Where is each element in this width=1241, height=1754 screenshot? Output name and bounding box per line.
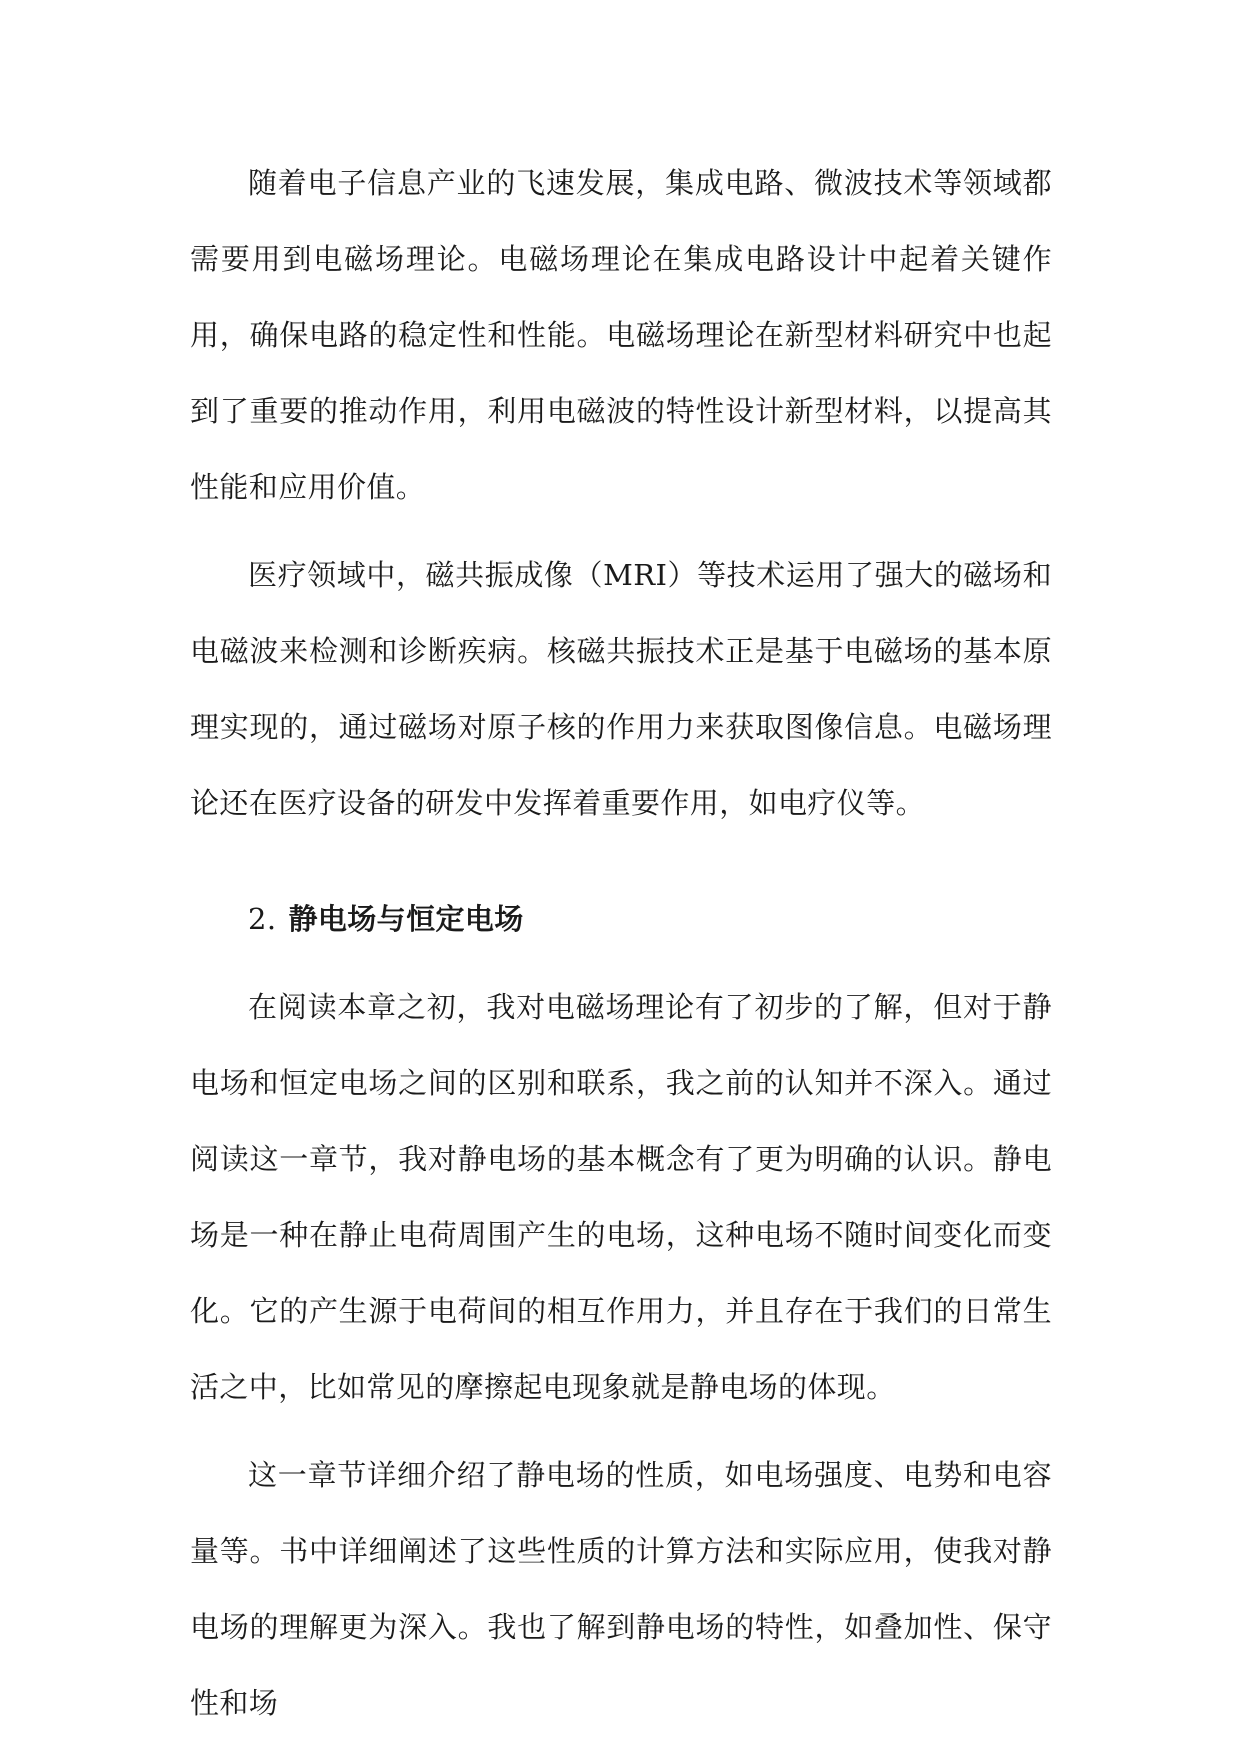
document-page <box>190 145 1052 1741</box>
section-number: 2. <box>248 902 277 936</box>
paragraph-electrostatic-intro: 在阅读本章之初，我对电磁场理论有了初步的了解，但对于静电场和恒定电场之间的区别和联系，我之前的认知并不深入。通过阅读这一章节，我对静电场的基本概念有了更为明确的认识。静电场是一种在静止电荷周围产生的电场，这种电场不随时间变化而变化。它的产生源于电荷间的相互作用力，并且存在于我们的日常生活之中，比如常见的摩擦起电现象就是静电场的体现。 <box>190 990 1052 1404</box>
section-heading <box>190 881 1052 957</box>
paragraph-electrostatic-properties: 这一章节详细介绍了静电场的性质，如电场强度、电势和电容量等。书中详细阐述了这些性质的计算方法和实际应用，使我对静电场的理解更为深入。我也了解到静电场的特性，如叠加性、保守性和场 <box>190 1458 1052 1720</box>
section-title: 静电场与恒定电场 <box>288 902 524 936</box>
paragraph-electronics: 随着电子信息产业的飞速发展，集成电路、微波技术等领域都需要用到电磁场理论。电磁场理论在集成电路设计中起着关键作用，确保电路的稳定性和性能。电磁场理论在新型材料研究中也起到了重要的推动作用，利用电磁波的特性设计新型材料，以提高其性能和应用价值。 <box>190 166 1052 504</box>
paragraph-medical: 医疗领域中，磁共振成像（MRI）等技术运用了强大的磁场和电磁波来检测和诊断疾病。核磁共振技术正是基于电磁场的基本原理实现的，通过磁场对原子核的作用力来获取图像信息。电磁场理论还在医疗设备的研发中发挥着重要作用，如电疗仪等。 <box>190 558 1052 820</box>
